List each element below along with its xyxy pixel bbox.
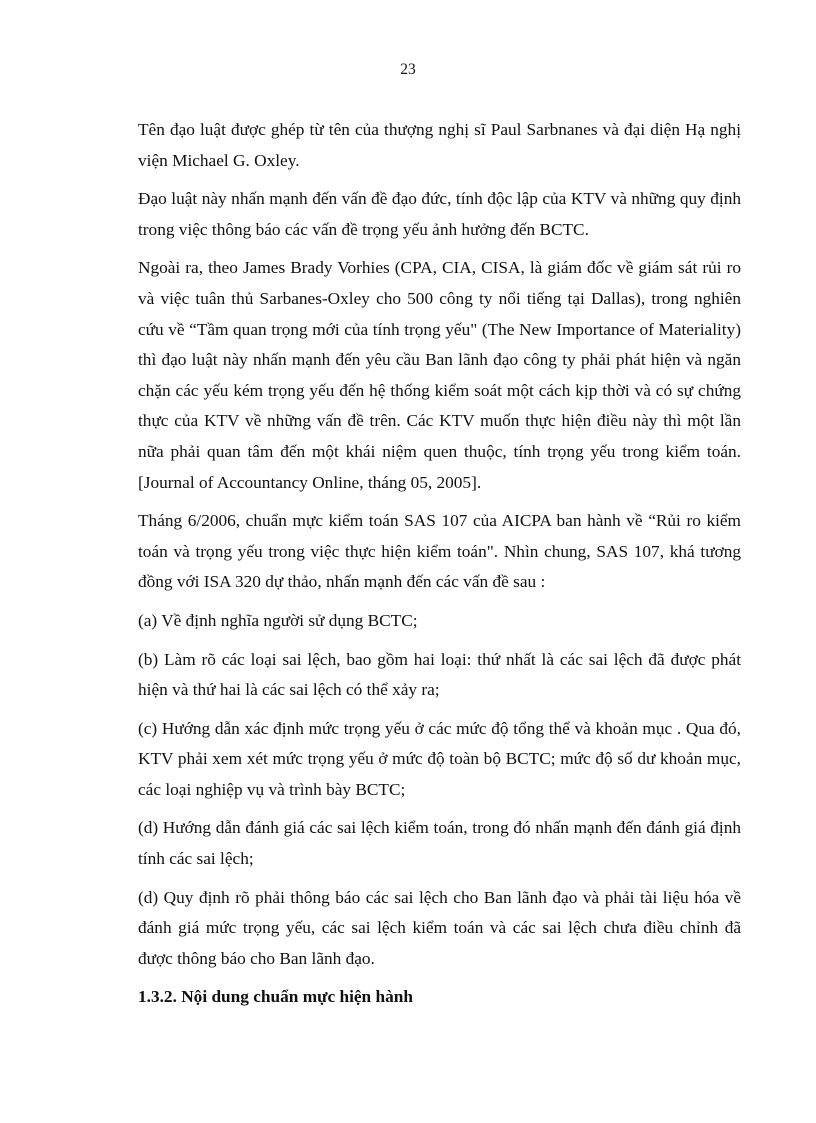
list-item-b: (b) Làm rõ các loại sai lệch, bao gồm hai loại: thứ nhất là các sai lệch đã được phát hiện và thứ hai là các sai lệch có thể xảy ra; [138,649,741,700]
page-number: 23 [400,61,416,78]
paragraph-sas-107: Tháng 6/2006, chuẩn mực kiểm toán SAS 107 của AICPA ban hành về “Rủi ro kiểm toán và trọng yếu trong việc thực hiện kiểm toán". Nhìn chung, SAS 107, khá tương đồng với ISA 320 dự thảo, nhấn mạnh đến các vấn đề sau : [138,511,741,592]
list-item-a: (a) Về định nghĩa người sử dụng BCTC; [138,610,418,630]
paragraph-vorhies-research: Ngoài ra, theo James Brady Vorhies (CPA, CIA, CISA, là giám đốc về giám sát rủi ro và việc tuân thủ Sarbanes-Oxley cho 500 công ty nổi tiếng tại Dallas), trong nghiên cứu về “Tầm quan trọng mới của tính trọng yếu" (The New Importance of Materiality) thì đạo luật này nhấn mạnh đến yêu cầu Ban lãnh đạo công ty phải phát hiện và ngăn chặn các yếu kém trọng yếu đến hệ thống kiểm soát một cách kịp thời và có sự chứng thực của KTV về những vấn đề trên. Các KTV muốn thực hiện điều này thì một lần nữa phải quan tâm đến một khái niệm quen thuộc, tính trọng yếu trong kiểm toán. [Journal of Accountancy Online, tháng 05, 2005]. [138,258,741,492]
list-item-d-first: (d) Hướng dẫn đánh giá các sai lệch kiểm toán, trong đó nhấn mạnh đến đánh giá định tính các sai lệch; [138,818,741,869]
paragraph-act-name: Tên đạo luật được ghép từ tên của thượng nghị sĩ Paul Sarbnanes và đại diện Hạ nghị viện Michael G. Oxley. [138,120,741,170]
list-item-c: (c) Hướng dẫn xác định mức trọng yếu ở các mức độ tổng thể và khoản mục . Qua đó, KTV phải xem xét mức trọng yếu ở mức độ toàn bộ BCTC; mức độ số dư khoản mục, các loại nghiệp vụ và trình bày BCTC; [138,718,741,799]
document-body [138,115,741,1013]
paragraph-act-emphasis: Đạo luật này nhấn mạnh đến vấn đề đạo đức, tính độc lập của KTV và những quy định trong việc thông báo các vấn đề trọng yếu ảnh hưởng đến BCTC. [138,189,741,239]
section-heading: 1.3.2. Nội dung chuẩn mực hiện hành [138,987,413,1007]
list-item-d-second: (d) Quy định rõ phải thông báo các sai lệch cho Ban lãnh đạo và phải tài liệu hóa về đánh giá mức trọng yếu, các sai lệch kiểm toán và các sai lệch chưa điều chỉnh đã được thông báo cho Ban lãnh đạo. [138,887,741,968]
